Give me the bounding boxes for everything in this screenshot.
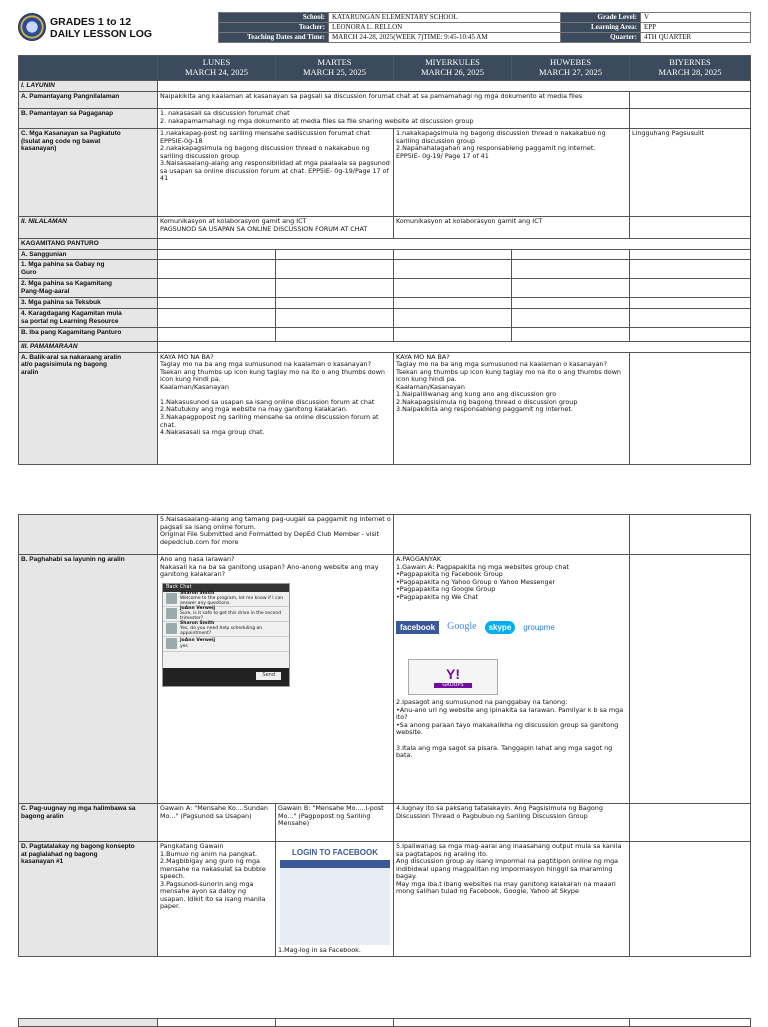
empty-cell xyxy=(158,249,276,260)
empty-cell xyxy=(394,298,512,309)
day-date: MARCH 24, 2025 xyxy=(184,67,249,77)
empty-cell xyxy=(630,260,751,279)
cell-text: Pangkatang Gawain 1.Bumuo ng anim na pangkat. 2.Magbibigay ang guro ng mga mensahe na nakasulat sa bubble speech. 3.Pagsunod-sunorin ang mga mensahe ayon sa daloy ng usapan. Idikit ito sa isang manila paper. xyxy=(158,842,276,957)
cell-text: KAYA MO NA BA? Taglay mo na ba ang mga sumusunod na kaalaman o kasanayan? Tsekan ang thumbs up icon kung taglay mo na ito o ang thumbs down icon kung hindi pa. Kaalaman/Kasanayan 1.Naipaliliwanag ang kung ano ang discussion gro 2.Nakapagsisimula ng bagong thread o discussion group 3.Naipakikita ang responsableng paggamit ng internet. xyxy=(394,352,630,464)
info-key: Learning Area: xyxy=(561,23,641,33)
chat-message xyxy=(163,592,289,607)
empty-label xyxy=(19,1019,158,1027)
empty-cell xyxy=(630,842,751,957)
paghahabi-day3 xyxy=(394,555,630,804)
cell-text: Komunikasyon at kolaborasyon gamit ang ICT PAGSUNOD SA USAPAN SA ONLINE DISCUSSION FORUM AT CHAT xyxy=(158,217,394,239)
empty-cell xyxy=(394,515,630,555)
empty-cell xyxy=(394,260,512,279)
document-header xyxy=(18,12,750,46)
row-label: A. Sanggunian xyxy=(19,249,158,260)
empty-cell xyxy=(158,327,276,341)
day-header xyxy=(512,56,630,81)
chat-text: yes xyxy=(180,643,188,649)
chat-sender: JoAnn Verweij xyxy=(180,638,216,644)
section-label: KAGAMITANG PANTURO xyxy=(19,239,158,250)
lesson-row xyxy=(19,260,751,279)
yahoo-text: Y! xyxy=(446,666,460,683)
avatar xyxy=(166,638,177,649)
empty-cell xyxy=(158,260,276,279)
facebook-logo: facebook xyxy=(396,621,439,634)
website-logos xyxy=(396,601,586,653)
document-title: GRADES 1 to 12 DAILY LESSON LOG xyxy=(50,16,153,40)
chat-message xyxy=(163,637,289,652)
info-row xyxy=(219,13,751,23)
lesson-row xyxy=(19,515,751,555)
day-date: MARCH 25, 2025 xyxy=(302,67,367,77)
grade-value: V xyxy=(641,13,751,23)
empty-cell xyxy=(394,1019,630,1027)
chat-message xyxy=(163,622,289,637)
empty-cell xyxy=(276,327,394,341)
row-label: A. Pamantayang Pangnilalaman xyxy=(19,92,158,109)
google-logo: Google xyxy=(447,621,477,633)
info-key: Teacher: xyxy=(219,23,329,33)
empty-cell xyxy=(276,249,394,260)
empty-cell xyxy=(158,341,751,352)
empty-cell xyxy=(630,249,751,260)
day-header xyxy=(158,56,276,81)
empty-cell xyxy=(630,352,751,464)
cell-text: 2.Ipasagot ang sumusunod na panggabay na tanong: •Anu-ano uri ng website ang ipinakita sa larawan. Pamilyar k b sa mga ito? •Sa anong paraan tayo makakalikha ng discussion group sa ganitong website. 3.Itala ang mga sagot sa pisara. Tanggapin lahat ang mga sagot ng bata. xyxy=(396,698,624,760)
quarter-value: 4TH QUARTER xyxy=(641,33,751,43)
empty-cell xyxy=(630,92,751,109)
empty-cell xyxy=(158,308,276,327)
row-label: B. Iba pang Kagamitang Panturo xyxy=(19,327,158,341)
lesson-row xyxy=(19,1019,751,1027)
avatar xyxy=(166,608,177,619)
paghahabi-day1 xyxy=(158,555,394,804)
empty-cell xyxy=(158,298,276,309)
day-date: MARCH 27, 2025 xyxy=(538,67,603,77)
chat-screenshot xyxy=(162,583,290,687)
day-name: MIYERKULES xyxy=(425,57,480,68)
lesson-table-page-3 xyxy=(18,1018,750,1027)
lesson-row xyxy=(19,279,751,298)
empty-cell xyxy=(158,81,751,92)
cell-text: Ano ang nasa larawan? Nakasali ka na ba sa ganitong usapan? Ano-anong website ang may ganitong kalakaran? xyxy=(160,555,379,579)
chat-send-button: Send xyxy=(256,672,281,680)
cell-text: 1.nakakapagsimula ng bagong discussion thread o nakakabuo ng sariling discussion group 2.Napahahalagahan ang responsableng paggamit ng internet. EPP5IE- 0g-19/ Page 17 of 41 xyxy=(394,129,630,217)
row-label: 4. Karagdagang Kagamitan mula sa portal ng Learning Resource xyxy=(19,308,158,327)
day-header xyxy=(394,56,512,81)
empty-cell xyxy=(512,308,630,327)
cell-text: 1. nakasasali sa discussion forumat chat 2. nakapamamahagi ng mga dokumento at media files sa file sharing website at discussion group xyxy=(158,109,630,129)
lesson-row xyxy=(19,327,751,341)
lesson-row xyxy=(19,352,751,464)
day-name: LUNES xyxy=(202,57,231,68)
empty-cell xyxy=(512,298,630,309)
section-label: II. NILALAMAN xyxy=(19,217,158,239)
row-label: A. Balik-aral sa nakaraang aralin at/o pagsisimula ng bagong aralin xyxy=(19,352,158,464)
info-key: Teaching Dates and Time: xyxy=(219,33,329,43)
cell-text: KAYA MO NA BA? Taglay mo na ba ang mga sumusunod na kaalaman o kasanayan? Tsekan ang thumbs up icon kung taglay mo na ito o ang thumbs down icon kung hindi pa. Kaalaman/Kasanayan 1.Nakasusunod sa usapan sa isang online discussion forum at chat 2.Natutukoy ang mga website na may ganitong kalakaran. 3.Nakapagpopost ng sariling mensahe sa online discussion forum at chat. 4.Nakasasali sa mga group chat. xyxy=(158,352,394,464)
groupme-logo: groupme xyxy=(523,622,555,632)
cell-text: Gawain A: "Mensahe Ko....Sundan Mo..." (Pagsunod sa Usapan) xyxy=(158,804,276,842)
lesson-row xyxy=(19,217,751,239)
empty-cell xyxy=(394,279,512,298)
chat-input-bar xyxy=(163,668,289,686)
chat-text: Yes, do you need help scheduling an appointment? xyxy=(180,626,263,637)
lesson-row xyxy=(19,129,751,217)
empty-cell xyxy=(630,804,751,842)
lesson-row xyxy=(19,842,751,957)
cell-text: Lingguhang Pagsusulit xyxy=(630,129,751,217)
empty-cell xyxy=(630,109,751,129)
empty-cell xyxy=(276,298,394,309)
dates-value: MARCH 24-28, 2025(WEEK 7)TIME: 9:45-10:45 AM xyxy=(329,33,561,43)
day-header xyxy=(276,56,394,81)
empty-cell xyxy=(630,327,751,341)
empty-cell xyxy=(630,515,751,555)
empty-cell xyxy=(512,279,630,298)
cell-text: Naipakikita ang kaalaman at kasanayan sa pagsali sa discussion forumat chat at sa pamamahagi ng mga dokumento at media files xyxy=(158,92,630,109)
teacher-value: LEONORA L. RELLON xyxy=(329,23,561,33)
avatar xyxy=(166,593,177,604)
info-key: Quarter: xyxy=(561,33,641,43)
day-name: BIYERNES xyxy=(669,57,711,68)
chat-text: Welcome to the program, let me know if I can answer any questions. xyxy=(180,596,284,607)
lesson-row xyxy=(19,109,751,129)
lesson-row xyxy=(19,298,751,309)
row-label: C. Mga Kasanayan sa Pagkatuto (Isulat ang code ng bawat kasanayan) xyxy=(19,129,158,217)
lesson-row xyxy=(19,239,751,250)
empty-cell xyxy=(276,308,394,327)
row-label: B. Paghahabi sa layunin ng aralin xyxy=(19,555,158,804)
cell-text: Gawain B: "Mensahe Mo.....I-post Mo..." (Pagpopost ng Sariling Mensahe) xyxy=(276,804,394,842)
row-label: B. Pamantayan sa Pagaganap xyxy=(19,109,158,129)
empty-cell xyxy=(630,1019,751,1027)
day-date: MARCH 26, 2025 xyxy=(420,67,485,77)
day-name: MARTES xyxy=(317,57,352,68)
pagtalakay-day2 xyxy=(276,842,394,957)
section-label: III. PAMAMARAAN xyxy=(19,341,158,352)
cell-text: A.PAGGANYAK 1.Gawain A: Pagpapakita ng mga websites group chat •Pagpapakita ng Facebook Group •Pagpapakita ng Yahoo Group o Yahoo Messenger •Pagpapakita ng Google Group •Pagpapakita ng We Chat xyxy=(396,555,569,601)
section-row xyxy=(19,81,751,92)
lesson-row xyxy=(19,341,751,352)
cell-text: Komunikasyon at kolaborasyon gamit ang ICT xyxy=(394,217,630,239)
empty-cell xyxy=(276,1019,394,1027)
section-label: I. LAYUNIN xyxy=(19,81,158,92)
cell-text: 1.nakakapag-post ng sariling mensahe sadiscussion forumat chat EPP5IE-0g-18 2.nakakapagsimula ng bagong discussion thread o nakakabuo ng sariling discussion group 3.Naisasaalang-alang ang responsibilidad at mga paalaala sa pagsunod sa usapan sa online discussion forum at chat. EPP5IE- 0g-19/Page 17 of 41 xyxy=(158,129,394,217)
deped-seal-icon xyxy=(18,13,46,41)
empty-cell xyxy=(512,260,630,279)
cell-text: 4.Iugnay ito sa paksang tatalakayin. Ang Pagsisimula ng Bagong Discussion Thread o Pagbubuo ng Sariling Discussion Group xyxy=(394,804,630,842)
fb-login-title: LOGIN TO FACEBOOK xyxy=(280,845,390,860)
chat-sender: Sharon Smith xyxy=(180,620,215,626)
row-label: D. Pagtatalakay ng bagong konsepto at paglalahad ng bagong kasanayan #1 xyxy=(19,842,158,957)
lesson-row xyxy=(19,555,751,804)
chat-sender: JoAnn Verweij xyxy=(180,605,216,611)
info-row xyxy=(219,33,751,43)
empty-cell xyxy=(630,308,751,327)
school-value: KATARUNGAN ELEMENTARY SCHOOL xyxy=(329,13,561,23)
empty-cell xyxy=(630,555,751,804)
lesson-row xyxy=(19,92,751,109)
lesson-row xyxy=(19,804,751,842)
empty-cell xyxy=(158,279,276,298)
empty-label xyxy=(19,515,158,555)
corner-cell xyxy=(19,56,158,81)
empty-cell xyxy=(394,308,512,327)
info-key: Grade Level: xyxy=(561,13,641,23)
cell-text: 5.Naisasaalang-alang ang tamang pag-uugali sa paggamit ng internet o pagsali sa isang online forum. Original File Submitted and Formatted by DepEd Club Member - visit depedclub.com for more xyxy=(158,515,394,555)
lesson-table-page-2 xyxy=(18,514,750,957)
cell-text: 1.Mag-log in sa Facebook. xyxy=(278,946,361,954)
empty-cell xyxy=(158,1019,276,1027)
chat-header: Back Chat xyxy=(163,584,289,592)
empty-cell xyxy=(394,249,512,260)
empty-cell xyxy=(630,217,751,239)
avatar xyxy=(166,623,177,634)
empty-cell xyxy=(512,249,630,260)
lesson-row xyxy=(19,249,751,260)
row-label: C. Pag-uugnay ng mga halimbawa sa bagong aralin xyxy=(19,804,158,842)
skype-logo: skype xyxy=(485,621,516,634)
empty-cell xyxy=(630,298,751,309)
info-table xyxy=(218,12,751,43)
empty-cell xyxy=(276,260,394,279)
lesson-row xyxy=(19,308,751,327)
chat-message xyxy=(163,607,289,622)
empty-cell xyxy=(276,279,394,298)
empty-cell xyxy=(394,327,512,341)
day-header xyxy=(630,56,751,81)
lesson-table-page-1 xyxy=(18,55,750,465)
yahoo-groups-logo xyxy=(408,659,498,695)
day-date: MARCH 28, 2025 xyxy=(658,67,722,77)
chat-sender: Sharon Smith xyxy=(180,590,215,596)
empty-cell xyxy=(158,239,751,250)
day-header-row xyxy=(19,56,751,81)
day-name: HUWEBES xyxy=(549,57,592,68)
info-key: School: xyxy=(219,13,329,23)
facebook-login-image xyxy=(280,845,390,945)
fb-nav-bar xyxy=(280,860,390,868)
empty-cell xyxy=(630,279,751,298)
chat-text: Sure, is it safe to get this drive in the second trimester? xyxy=(180,611,282,622)
info-row xyxy=(219,23,751,33)
empty-cell xyxy=(512,327,630,341)
row-label: 3. Mga pahina sa Teksbuk xyxy=(19,298,158,309)
row-label: 1. Mga pahina sa Gabay ng Guro xyxy=(19,260,158,279)
yahoo-sub: GROUPS xyxy=(434,683,471,689)
learning-area-value: EPP xyxy=(641,23,751,33)
row-label: 2. Mga pahina sa Kagamitang Pang-Mag-aaral xyxy=(19,279,158,298)
cell-text: 5.Ipaliwanag sa mga mag-aaral ang inaasahang output mula sa kanila sa pagtatapos ng araling ito. Ang discussion group ay isang impormal na pagtitipon online ng mga indibidwal upang magpalitan ng impormasyon hinggil sa maraming bagay. May mga iba,t ibang websites na may ganitong kalakaran na maaari mong salihan tulad ng Facebook, Google, Yahoo at Skype xyxy=(394,842,630,957)
